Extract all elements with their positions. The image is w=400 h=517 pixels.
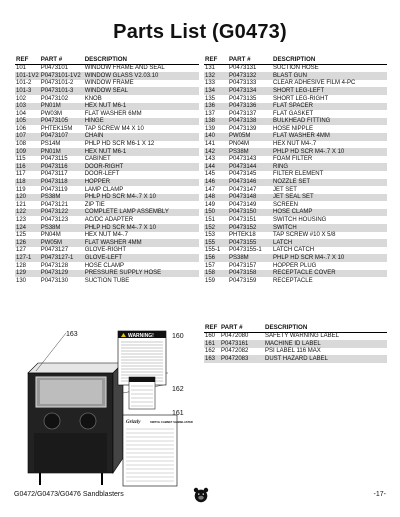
ref-cell: 149 (205, 201, 216, 208)
part-number-cell: PW05M (228, 133, 272, 141)
part-number-cell: P0473145 (229, 171, 257, 178)
part-number-cell: P0473144 (228, 163, 272, 171)
table-row (15, 80, 199, 88)
table-row (204, 171, 387, 179)
table-row (15, 103, 199, 111)
table-row (15, 270, 199, 278)
description-cell: HOSE NIPPLE (273, 125, 314, 132)
part-number-cell: P0473105 (40, 118, 84, 126)
description-cell: PRESSURE SUPPLY HOSE (84, 270, 199, 278)
ref-cell: 137 (205, 110, 216, 117)
table-row (204, 87, 387, 95)
part-number-cell: P0472080 (221, 333, 249, 340)
description-cell: HOSE CLAMP (84, 262, 125, 269)
ref-cell: 102 (16, 95, 27, 102)
ref-cell: 130 (16, 277, 27, 284)
table-row (15, 216, 199, 224)
ref-cell: 160 (205, 333, 216, 340)
table-row (15, 239, 199, 247)
table-row (15, 209, 199, 217)
description-cell: RECEPTACLE (273, 277, 313, 284)
table-row (204, 340, 387, 348)
table-row (204, 148, 387, 156)
ref-cell: 122 (15, 209, 40, 217)
psi-label (129, 377, 155, 409)
table-row (15, 262, 199, 270)
table-row (204, 179, 387, 187)
part-number-cell: P0473128 (40, 262, 69, 269)
table-row (204, 80, 387, 88)
ref-cell: 126 (15, 239, 40, 247)
ref-cell: 144 (204, 163, 228, 171)
description-cell: SHORT LEG-LEFT (272, 87, 387, 95)
ref-cell: 158 (204, 270, 228, 278)
description-cell: DOOR-RIGHT (84, 163, 199, 171)
ref-cell: 155 (204, 239, 228, 247)
part-number-cell: P0473147 (229, 186, 257, 193)
ref-cell: 159 (205, 277, 216, 284)
description-cell: PHLP HD SCR M4-.7 X 10 (272, 254, 387, 262)
table-row (15, 148, 199, 156)
description-cell: SWITCH HOUSING (273, 217, 327, 224)
description-cell: HEX NUT M4-.7 (84, 232, 128, 239)
table-row (204, 64, 387, 72)
table-row (15, 110, 199, 118)
ref-cell: 127 (16, 247, 27, 254)
table-row (15, 254, 199, 262)
table-row (204, 103, 387, 111)
labels-table (204, 324, 387, 363)
description-cell: PHLP HD SCR M4-.7 X 10 (84, 194, 199, 202)
part-number-cell: P0473134 (228, 87, 272, 95)
ref-cell: 162 (205, 348, 216, 355)
ref-cell: 152 (204, 224, 228, 232)
description-cell: HEX NUT M6-1 (84, 148, 199, 156)
part-number-cell: P0473107 (40, 133, 84, 141)
ref-cell: 108 (16, 141, 27, 148)
part-number-cell: P0473161 (220, 340, 264, 348)
description-cell: NOZZLE SET (272, 179, 387, 187)
description-cell: BLAST GUN (272, 72, 387, 80)
part-number-cell: P0472082 (221, 348, 249, 355)
part-number-cell: PN01M (40, 148, 84, 156)
ref-cell: 125 (16, 232, 27, 239)
table-row (204, 247, 387, 255)
description-cell: DUST HAZARD LABEL (264, 355, 387, 363)
ref-cell: 155-1 (205, 247, 221, 254)
part-number-cell: PS38M (228, 148, 272, 156)
ref-cell: 145 (205, 171, 216, 178)
parts-table-left (15, 56, 199, 285)
part-number-cell: P0473149 (229, 201, 257, 208)
table-row (15, 247, 199, 255)
table-row (15, 125, 199, 133)
ref-cell: 161 (204, 340, 220, 348)
table-row (204, 201, 387, 209)
part-number-cell: P0473101-1V2 (40, 72, 84, 80)
description-cell: FILTER ELEMENT (273, 171, 324, 178)
ref-cell: 104 (16, 110, 27, 117)
ref-cell: 148 (204, 194, 228, 202)
table-row (204, 355, 387, 363)
ref-header: REF (204, 56, 228, 64)
table-row (15, 133, 199, 141)
description-cell: WINDOW GLASS V2.03.10 (84, 72, 199, 80)
ref-cell: 157 (205, 262, 216, 269)
callout-161: 161 (172, 410, 184, 417)
part-number-cell: P0473101-3 (40, 87, 84, 95)
ref-cell: 153 (205, 232, 216, 239)
part-number-cell: P0473102 (40, 95, 69, 102)
part-number-cell: P0473157 (229, 262, 257, 269)
ref-cell: 163 (204, 355, 220, 363)
description-cell: PHLP HD SCR M4-.7 X 10 (84, 224, 199, 232)
description-cell: LAMP CLAMP (84, 186, 124, 193)
part-header: PART # (40, 56, 84, 64)
part-number-cell: P0473158 (228, 270, 272, 278)
ref-cell: 151 (205, 217, 216, 224)
ref-cell: 140 (204, 133, 228, 141)
table-row (204, 224, 387, 232)
part-number-cell: P0473133 (229, 80, 257, 87)
description-cell: JET SEAL SET (272, 194, 387, 202)
ref-cell: 131 (205, 65, 216, 72)
part-number-cell: P0473155 (228, 239, 272, 247)
table-row (15, 194, 199, 202)
description-cell: RECEPTACLE COVER (272, 270, 387, 278)
part-number-cell: P0473146 (228, 179, 272, 187)
table-row (204, 239, 387, 247)
part-header: PART # (220, 324, 264, 332)
part-number-cell: P0473116 (40, 163, 84, 171)
part-number-cell: P0473155-1 (229, 247, 262, 254)
brand-name: Grizzly (126, 420, 141, 425)
ref-cell: 106 (16, 125, 27, 132)
part-number-cell: P0473101 (40, 65, 69, 72)
ref-cell: 134 (204, 87, 228, 95)
description-cell: GLOVE-LEFT (84, 254, 199, 262)
callout-160: 160 (172, 333, 184, 340)
description-cell: TAP SCREW #10 X 5/8 (273, 232, 336, 239)
page-number: -17- (373, 491, 386, 498)
description-cell: MACHINE ID LABEL (264, 340, 387, 348)
table-row (15, 95, 199, 103)
description-cell: CLEAR ADHESIVE FILM 4-PC (273, 80, 356, 87)
part-number-cell: P0473143 (229, 156, 257, 163)
ref-cell: 116 (15, 163, 40, 171)
ref-cell: 141 (205, 141, 216, 148)
part-header: PART # (228, 56, 272, 64)
description-cell: CABINET (84, 156, 111, 163)
part-number-cell: P0473131 (229, 65, 257, 72)
warning-heading: WARNING! (128, 332, 154, 339)
description-cell: SUCTION TUBE (84, 277, 130, 284)
description-cell: LATCH CATCH (273, 247, 315, 254)
part-number-cell: P0473138 (228, 118, 272, 126)
table-row (204, 186, 387, 194)
table-row (204, 194, 387, 202)
ref-cell: 129 (15, 270, 40, 278)
description-cell: FLAT GASKET (273, 110, 314, 117)
description-cell: RING (272, 163, 387, 171)
part-number-cell: P0473139 (229, 125, 257, 132)
table-row (15, 163, 199, 171)
description-cell: HEX NUT M6-1 (84, 103, 199, 111)
part-number-cell: P0473159 (229, 277, 257, 284)
ref-cell: 127-1 (15, 254, 40, 262)
description-cell: HOPPER PLUG (273, 262, 317, 269)
ref-cell: 117 (16, 171, 26, 178)
table-row (15, 156, 199, 164)
part-number-cell: P0473152 (228, 224, 272, 232)
part-number-cell: P0473122 (40, 209, 84, 217)
description-cell: WINDOW FRAME AND SEAL (84, 65, 165, 72)
part-number-cell: P0473119 (40, 186, 68, 193)
table-row (204, 232, 387, 240)
table-row (204, 262, 387, 270)
table-row (204, 156, 387, 164)
description-cell: BULKHEAD FITTING (272, 118, 387, 126)
ref-cell: 156 (204, 254, 228, 262)
part-number-cell: PW05M (40, 239, 84, 247)
part-number-cell: PHTEK15M (40, 125, 73, 132)
table-row (204, 110, 387, 118)
description-cell: PHLP HD SCR M4-.7 X 10 (272, 148, 387, 156)
part-number-cell: P0473121 (40, 201, 69, 208)
description-cell: KNOB (84, 95, 102, 102)
part-number-cell: PN04M (229, 141, 250, 148)
description-cell: FOAM FILTER (273, 156, 313, 163)
description-cell: COMPLETE LAMP ASSEMBLY (84, 209, 199, 217)
ref-cell: 121 (16, 201, 27, 208)
table-row (204, 125, 387, 133)
ref-cell: 132 (204, 72, 228, 80)
ref-cell: 150 (204, 209, 228, 217)
description-cell: AC/DC ADAPTER (84, 217, 134, 224)
description-header: DESCRIPTION (84, 56, 199, 64)
part-number-cell: PHTEK18 (229, 232, 256, 239)
table-row (204, 163, 387, 171)
table-row (204, 141, 387, 149)
ref-cell: 133 (205, 80, 216, 87)
part-number-cell: P0473136 (228, 103, 272, 111)
part-number-cell: PN01M (40, 103, 84, 111)
description-cell: WINDOW SEAL (84, 87, 199, 95)
description-cell: SWITCH (272, 224, 387, 232)
description-cell: TAP SCREW M4 X 10 (84, 125, 144, 132)
table-row (15, 72, 199, 80)
ref-cell: 138 (204, 118, 228, 126)
ref-cell: 105 (15, 118, 40, 126)
description-header: DESCRIPTION (272, 56, 387, 64)
description-cell: HOSE CLAMP (272, 209, 387, 217)
table-row (15, 118, 199, 126)
part-number-cell: P0473135 (229, 95, 257, 102)
table-row (204, 133, 387, 141)
ref-cell: 135 (205, 95, 216, 102)
table-row (15, 179, 199, 187)
description-cell: SAFETY WARNING LABEL (265, 333, 340, 340)
footer-model-list: G0472/G0473/G0476 Sandblasters (14, 491, 124, 498)
part-number-cell: P0473127 (40, 247, 69, 254)
description-cell: DOOR-LEFT (84, 171, 120, 178)
ref-cell: 103 (15, 103, 40, 111)
table-row (204, 118, 387, 126)
ref-cell: 146 (204, 179, 228, 187)
description-cell: SUCTION HOSE (273, 65, 319, 72)
description-cell: FLAT WASHER 6MM (84, 110, 142, 117)
ref-cell: 139 (205, 125, 216, 132)
part-number-cell: P0473150 (228, 209, 272, 217)
ref-cell: 115 (16, 156, 26, 163)
table-row (204, 348, 387, 356)
ref-cell: 123 (16, 217, 27, 224)
ref-cell: 107 (15, 133, 40, 141)
table-row (15, 232, 199, 240)
table-row (15, 87, 199, 95)
part-number-cell: PW03M (40, 110, 63, 117)
part-number-cell: P0473123 (40, 217, 69, 224)
description-cell: FLAT WASHER 4MM (272, 133, 387, 141)
part-number-cell: P0473127-1 (40, 254, 84, 262)
part-number-cell: PS38M (228, 254, 272, 262)
description-cell: JET SET (273, 186, 297, 193)
description-cell: SHORT LEG-RIGHT (273, 95, 329, 102)
part-number-cell: P0473130 (40, 277, 69, 284)
ref-cell: 142 (204, 148, 228, 156)
description-cell: HINGE (84, 118, 199, 126)
part-number-cell: PN04M (40, 232, 61, 239)
callout-163: 163 (66, 331, 78, 338)
description-cell: HOPPER (84, 179, 199, 187)
description-cell: PSI LABEL 116 MAX (265, 348, 321, 355)
description-cell: FLAT SPACER (272, 103, 387, 111)
description-header: DESCRIPTION (264, 324, 387, 332)
table-row (15, 186, 199, 194)
description-cell: ZIP TIE (84, 201, 105, 208)
part-number-cell: P0473115 (40, 156, 68, 163)
part-number-cell: P0473129 (40, 270, 84, 278)
description-cell: SCREEN (273, 201, 299, 208)
callout-162: 162 (172, 386, 184, 393)
description-cell: FLAT WASHER 4MM (84, 239, 199, 247)
ref-cell: 119 (16, 186, 26, 193)
table-row (204, 216, 387, 224)
description-cell: CHAIN (84, 133, 199, 141)
part-number-cell: P0473101-2 (40, 80, 74, 87)
description-cell: PHLP HD SCR M6-1 X 12 (84, 141, 155, 148)
ref-header: REF (204, 324, 220, 332)
table-row (204, 332, 387, 340)
table-row (15, 224, 199, 232)
table-row (204, 95, 387, 103)
ref-cell: 101-3 (15, 87, 40, 95)
sandblaster-cabinet-illustration (28, 332, 193, 488)
part-number-cell: PS38M (40, 194, 84, 202)
ref-cell: 128 (16, 262, 27, 269)
table-row (204, 254, 387, 262)
ref-cell: 101-1V2 (16, 72, 39, 79)
ref-cell: 124 (15, 224, 40, 232)
table-row (15, 64, 199, 72)
description-cell: WINDOW FRAME (84, 80, 134, 87)
ref-cell: 147 (205, 186, 216, 193)
part-number-cell: PS14M (40, 141, 61, 148)
ref-cell: 101 (16, 65, 27, 72)
part-number-cell: P0472083 (220, 355, 264, 363)
description-cell: LATCH (272, 239, 387, 247)
ref-cell: 109 (15, 148, 40, 156)
table-row (204, 270, 387, 278)
table-row (15, 171, 199, 179)
description-cell: HEX NUT M4-.7 (273, 141, 317, 148)
table-row (204, 277, 387, 285)
table-row (15, 201, 199, 209)
table-row (15, 277, 199, 285)
part-number-cell: P0473148 (228, 194, 272, 202)
description-cell: GLOVE-RIGHT (84, 247, 127, 254)
part-number-cell: P0473137 (229, 110, 257, 117)
page-title: Parts List (G0473) (113, 21, 287, 43)
table-row (204, 209, 387, 217)
ref-cell: 101-2 (16, 80, 32, 87)
parts-table-right (204, 56, 387, 285)
table-row (204, 72, 387, 80)
part-number-cell: P0473132 (228, 72, 272, 80)
ref-cell: 143 (205, 156, 216, 163)
id-label-title: SWITCH CABINET SANDBLASTER (150, 421, 193, 424)
ref-cell: 118 (15, 179, 40, 187)
part-number-cell: P0473117 (40, 171, 68, 178)
machine-id-label (123, 415, 193, 486)
table-row (15, 141, 199, 149)
ref-cell: 120 (15, 194, 40, 202)
part-number-cell: P0473118 (40, 179, 84, 187)
part-number-cell: PS38M (40, 224, 84, 232)
ref-header: REF (15, 56, 40, 64)
part-number-cell: P0473151 (229, 217, 257, 224)
ref-cell: 136 (204, 103, 228, 111)
grizzly-bear-icon (192, 486, 210, 504)
